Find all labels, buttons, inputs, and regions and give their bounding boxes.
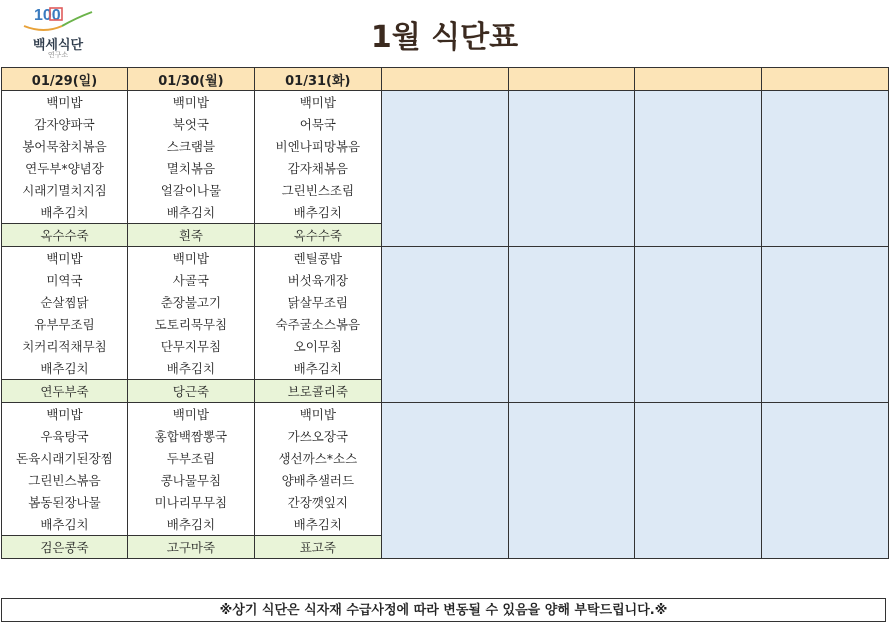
porridge-item: 연두부죽 — [2, 380, 128, 403]
porridge-item: 흰죽 — [127, 224, 254, 247]
empty-cell — [508, 403, 635, 559]
menu-item: 배추김치 — [127, 357, 254, 380]
menu-item: 봉어묵참치볶음 — [2, 135, 128, 157]
menu-item: 백미밥 — [127, 403, 254, 426]
empty-day-header — [762, 68, 889, 91]
menu-item: 두부조림 — [127, 447, 254, 469]
empty-cell — [635, 91, 762, 247]
menu-item: 버섯육개장 — [254, 269, 381, 291]
menu-item: 백미밥 — [127, 247, 254, 270]
menu-item: 양배추샐러드 — [254, 469, 381, 491]
menu-item: 배추김치 — [254, 201, 381, 224]
header-row — [2, 68, 889, 91]
menu-item: 백미밥 — [2, 403, 128, 426]
day-header: 01/31(화) — [254, 68, 381, 91]
logo-subtitle: 연구소 — [47, 51, 69, 59]
menu-item: 비엔나피망볶음 — [254, 135, 381, 157]
menu-item: 오이무침 — [254, 335, 381, 357]
menu-item: 춘장불고기 — [127, 291, 254, 313]
menu-item: 치커리적채무침 — [2, 335, 128, 357]
menu-item: 도토리묵무침 — [127, 313, 254, 335]
menu-item: 배추김치 — [127, 513, 254, 536]
day-header: 01/29(일) — [2, 68, 128, 91]
day-header: 01/30(월) — [127, 68, 254, 91]
empty-day-header — [635, 68, 762, 91]
menu-item: 사골국 — [127, 269, 254, 291]
menu-item: 멸치볶음 — [127, 157, 254, 179]
menu-item: 닭살무조림 — [254, 291, 381, 313]
porridge-item: 옥수수죽 — [254, 224, 381, 247]
menu-item: 간장깻잎지 — [254, 491, 381, 513]
empty-cell — [508, 247, 635, 403]
empty-day-header — [381, 68, 508, 91]
menu-item: 감자양파국 — [2, 113, 128, 135]
empty-day-header — [508, 68, 635, 91]
empty-cell — [381, 403, 508, 559]
menu-item: 백미밥 — [254, 403, 381, 426]
menu-item: 홍합백짬뽕국 — [127, 425, 254, 447]
page-title: 1월 식단표 — [370, 20, 519, 55]
menu-item: 배추김치 — [2, 201, 128, 224]
menu-item: 가쓰오장국 — [254, 425, 381, 447]
porridge-item: 당근죽 — [127, 380, 254, 403]
empty-cell — [762, 403, 889, 559]
empty-cell — [762, 91, 889, 247]
menu-item: 콩나물무침 — [127, 469, 254, 491]
menu-item: 유부무조림 — [2, 313, 128, 335]
empty-cell — [381, 247, 508, 403]
empty-cell — [381, 91, 508, 247]
menu-item: 미나리무무침 — [127, 491, 254, 513]
menu-item: 백미밥 — [2, 247, 128, 270]
empty-cell — [762, 247, 889, 403]
porridge-item: 고구마죽 — [127, 536, 254, 559]
menu-item: 북엇국 — [127, 113, 254, 135]
porridge-item: 검은콩죽 — [2, 536, 128, 559]
menu-item: 순살찜닭 — [2, 291, 128, 313]
menu-row — [2, 247, 889, 270]
menu-item: 단무지무침 — [127, 335, 254, 357]
menu-item: 배추김치 — [254, 357, 381, 380]
menu-item: 배추김치 — [2, 357, 128, 380]
menu-item: 미역국 — [2, 269, 128, 291]
menu-item: 백미밥 — [127, 91, 254, 114]
porridge-item: 브로콜리죽 — [254, 380, 381, 403]
logo-number: 100 — [34, 7, 61, 24]
menu-item: 스크램블 — [127, 135, 254, 157]
menu-item: 연두부*양념장 — [2, 157, 128, 179]
menu-item: 감자채볶음 — [254, 157, 381, 179]
menu-item: 생선까스*소스 — [254, 447, 381, 469]
menu-item: 그린빈스볶음 — [2, 469, 128, 491]
menu-item: 돈육시래기된장찜 — [2, 447, 128, 469]
menu-item: 백미밥 — [254, 91, 381, 114]
empty-cell — [635, 247, 762, 403]
menu-item: 시래기멸치지짐 — [2, 179, 128, 201]
menu-item: 얼갈이나물 — [127, 179, 254, 201]
menu-item: 우육탕국 — [2, 425, 128, 447]
menu-item: 렌틸콩밥 — [254, 247, 381, 270]
menu-table — [1, 67, 889, 559]
logo-name: 백세식단 — [32, 38, 84, 53]
menu-row — [2, 91, 889, 114]
menu-item: 백미밥 — [2, 91, 128, 114]
menu-row — [2, 403, 889, 426]
menu-item: 배추김치 — [2, 513, 128, 536]
porridge-item: 표고죽 — [254, 536, 381, 559]
menu-item: 숙주굴소스볶음 — [254, 313, 381, 335]
empty-cell — [508, 91, 635, 247]
footer-notice: ※상기 식단은 식자재 수급사정에 따라 변동될 수 있음을 양해 부탁드립니다.※ — [1, 598, 886, 622]
menu-item: 그린빈스조림 — [254, 179, 381, 201]
menu-item: 배추김치 — [127, 201, 254, 224]
menu-item: 어묵국 — [254, 113, 381, 135]
menu-item: 봄동된장나물 — [2, 491, 128, 513]
porridge-item: 옥수수죽 — [2, 224, 128, 247]
menu-item: 배추김치 — [254, 513, 381, 536]
empty-cell — [635, 403, 762, 559]
